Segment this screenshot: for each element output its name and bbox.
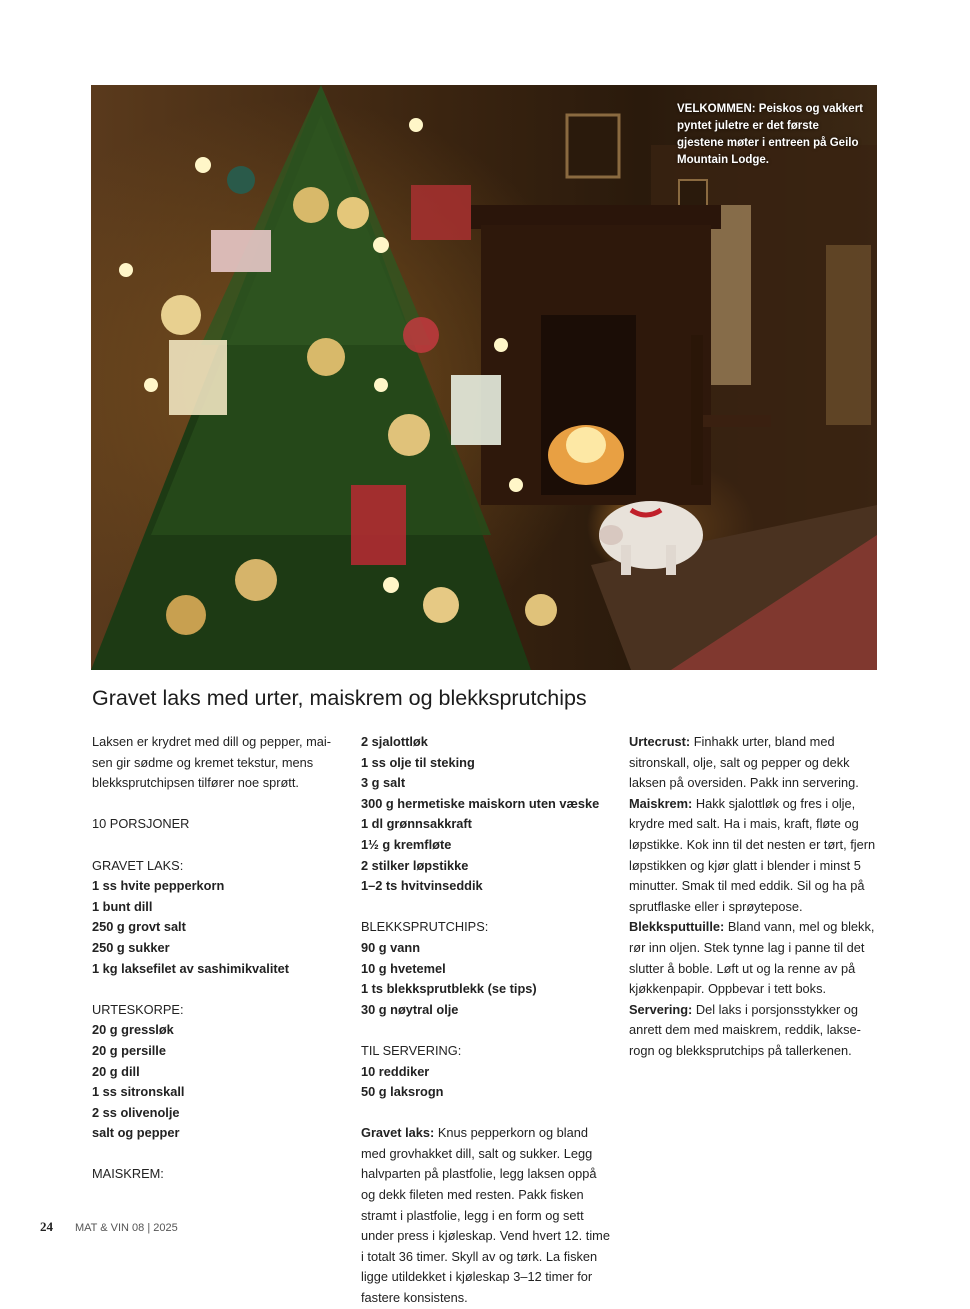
step-label: Gravet laks: bbox=[361, 1125, 435, 1141]
ingredient: 1 ss hvite pepperkorn bbox=[92, 878, 225, 894]
ingredient: 1 kg laksefilet av sashimikvalitet bbox=[92, 960, 290, 976]
recipe-title: Gravet laks med urter, maiskrem og blekksprutchips bbox=[92, 686, 587, 710]
ingredient: 2 stilker løpstikke bbox=[361, 857, 469, 873]
step-label: Blekksputtuille: bbox=[629, 919, 725, 935]
caption-text: Peiskos og vakkert pyntet juletre er det første gjestene møter i entreen på Geilo Mountain Lodge. bbox=[677, 103, 863, 166]
ingredient: 1 bunt dill bbox=[92, 898, 153, 914]
ingredient: 250 g grovt salt bbox=[92, 919, 186, 935]
page-footer bbox=[40, 1219, 178, 1235]
ingredient: 1½ g kremfløte bbox=[361, 836, 452, 852]
method-step bbox=[629, 794, 879, 918]
step-text: Knus pepperkorn og bland med grovhakket dill, salt og sukker. Legg halvparten på plastfolie, legg laksen oppå og dekk fileten med resten. Pakk fisken stramt i plastfolie, legg i en form og sett under press i kjøleskap. Vend hvert 12. time i totalt 36 timer. Skyll av og tørk. La fisken ligge utildekket i kjøleskap 3–12 timer for fastere konsistens. bbox=[361, 1125, 610, 1306]
step-text: Del laks i porsjonsstykker og anrett dem med maiskrem, reddik, lakse-rogn og blekksprutchips på tallerkenen. bbox=[629, 1001, 861, 1058]
step-label: Urtecrust: bbox=[629, 734, 691, 749]
ingredient: 300 g hermetiske maiskorn uten væske bbox=[361, 795, 600, 811]
ingredient: 30 g nøytral olje bbox=[361, 1001, 459, 1017]
ingredient: 20 g persille bbox=[92, 1042, 166, 1058]
magazine-issue: MAT & VIN 08 | 2025 bbox=[75, 1222, 178, 1234]
ingredient: 1 ss sitronskall bbox=[92, 1084, 185, 1100]
photo-caption bbox=[677, 101, 867, 169]
page-number: 24 bbox=[40, 1219, 53, 1234]
ingredient: 90 g vann bbox=[361, 939, 421, 955]
ingredient: 20 g dill bbox=[92, 1063, 140, 1079]
ingredient: 1 ts blekksprutblekk (se tips) bbox=[361, 981, 537, 997]
method-step bbox=[629, 917, 879, 999]
method-step bbox=[629, 1000, 879, 1062]
step-text: Hakk sjalottløk og fres i olje, krydre med salt. Ha i mais, kraft, fløte og løpstikke. Kok inn til det nesten er tørt, fjern løpstikken og kjør glatt i blender i minst 5 minutter. Smak til med eddik. Sil og ha på sprutflaske eller i sprøytepose. bbox=[629, 795, 876, 914]
recipe-intro: Laksen er krydret med dill og pepper, mai-sen gir sødme og kremet tekstur, mens blekksprutchipsen tilfører noe sprøtt. bbox=[92, 734, 331, 791]
ingredient: 250 g sukker bbox=[92, 939, 170, 955]
section-heading: BLEKKSPRUTCHIPS: bbox=[361, 919, 489, 935]
christmas-tree-fireplace-illustration bbox=[91, 85, 877, 670]
recipe-column-2 bbox=[361, 732, 613, 1309]
section-heading: URTESKORPE: bbox=[92, 1001, 184, 1017]
method-step bbox=[629, 732, 879, 794]
recipe-column-3 bbox=[629, 732, 879, 1062]
step-label: Servering: bbox=[629, 1001, 693, 1017]
ingredient: 2 ss olivenolje bbox=[92, 1104, 180, 1120]
ingredient: 3 g salt bbox=[361, 775, 406, 791]
ingredient: 20 g gressløk bbox=[92, 1022, 174, 1038]
servings: 10 PORSJONER bbox=[92, 816, 190, 832]
ingredient: 2 sjalottløk bbox=[361, 734, 428, 749]
method-step bbox=[361, 1123, 613, 1308]
caption-label: VELKOMMEN: bbox=[677, 103, 756, 115]
ingredient: 10 reddiker bbox=[361, 1063, 430, 1079]
section-heading: TIL SERVERING: bbox=[361, 1042, 462, 1058]
step-label: Maiskrem: bbox=[629, 795, 693, 811]
ingredient: 1 ss olje til steking bbox=[361, 754, 475, 770]
ingredient: 1 dl grønnsakkraft bbox=[361, 816, 472, 832]
recipe-column-1 bbox=[92, 732, 342, 1185]
section-heading: GRAVET LAKS: bbox=[92, 857, 184, 873]
section-heading: MAISKREM: bbox=[92, 1166, 164, 1182]
step-text: Bland vann, mel og blekk, rør inn oljen. Stek tynne lag i panne til det slutter å boble. Løft ut og la renne av på kjøkkenpapir. Oppbevar i tett boks. bbox=[629, 919, 875, 997]
hero-photo bbox=[91, 85, 877, 670]
ingredient: salt og pepper bbox=[92, 1125, 180, 1141]
ingredient: 1–2 ts hvitvinseddik bbox=[361, 878, 483, 894]
ingredient: 50 g laksrogn bbox=[361, 1084, 444, 1100]
step-text: Finhakk urter, bland med sitronskall, olje, salt og pepper og dekk laksen på oversiden. Pakk inn servering. bbox=[629, 734, 859, 791]
ingredient: 10 g hvetemel bbox=[361, 960, 446, 976]
